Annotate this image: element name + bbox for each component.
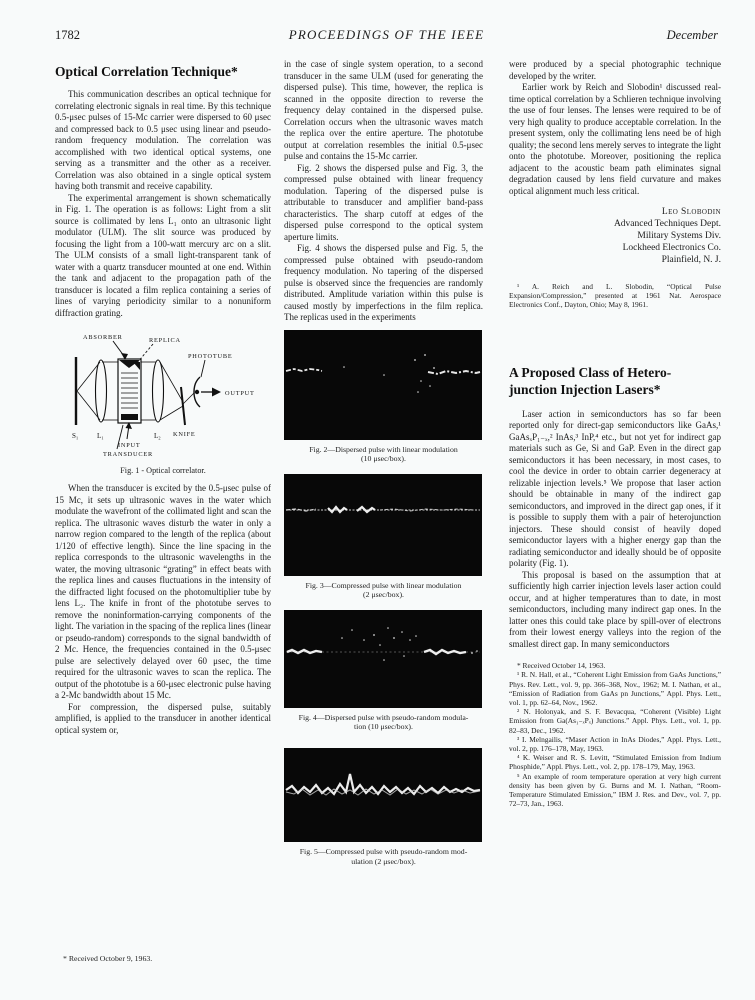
fig5-oscilloscope-image (284, 748, 482, 842)
article2-footnotes (509, 661, 721, 808)
footnote-item: ¹ R. N. Hall, et al., “Coherent Light Emission from GaAs Junctions,” Phys. Rev. Lett., vol. 9, pp. 366–368, Nov., 1962; M. I. Nathan, et al., “Emission of Radiation from GaAs pn Junctions,” Appl. Phys. Lett., vol. 1, pp. 62–64, Nov., 1962. (509, 670, 721, 707)
l1-label: L₁ (97, 432, 104, 440)
transducer-shape (121, 414, 138, 420)
paragraph: Fig. 2 shows the dispersed pulse and Fig. 3, the compressed pulse obtained with linear frequency modulation. Tapering of the dispersed pulse is attributable to transducer and amplifier band-pass characteristics. The sharp cutoff at edges of the dispersed pulse correspond to the optical system aperture limits. (284, 162, 483, 242)
paragraph: The experimental arrangement is shown schematically in Fig. 1. The operation is as follows: Light from a slit source is collimated by lens L₁ onto an ultrasonic light modulator (ULM). The slit source was produced by focusing the light from a 100-watt mercury arc on a slit. The ULM consists of a small light-transparent tank of water with a quartz transducer mounted at one end. Within the tank and adjacent to the propagation path of the transducer is located a film replica containing a series of lines of varying periodicity similar to a nonuniform diffraction grating. (55, 192, 271, 318)
author-company: Lockheed Electronics Co. (622, 243, 721, 253)
figure-1 (55, 329, 271, 475)
column-2 (284, 59, 483, 991)
replica-grating-lines (121, 373, 138, 408)
paragraph: in the case of single system operation, to a second transducer in the same ULM (used for generating the dispersed pulse). This time, however, the replica is scanned in the opposite direction to reverse the frequency delay contained in the dispersed pulse. Correlation occurs when the ultrasonic waves match the replica over the entire aperture. The phototube output at correlation resembles the initial 0.5-μsec pulse and contains the 15-Mc carrier. (284, 59, 483, 161)
replica-label: REPLICA (149, 337, 181, 344)
knife-label: KNIFE (173, 431, 196, 438)
page-number: 1782 (55, 28, 80, 42)
footnote-item: ³ I. Melngailis, “Maser Action in InAs Diodes,” Appl. Phys. Lett., vol. 2, pp. 176–178, May, 1963. (509, 734, 721, 753)
journal-title: PROCEEDINGS OF THE IEEE (288, 27, 485, 42)
figure-4-caption: Fig. 4—Dispersed pulse with pseudo-random modula- tion (10 μsec/box). (298, 712, 469, 732)
knife-shape (181, 387, 185, 425)
lens-l1-shape (96, 360, 107, 422)
ulm-tank-shape (118, 359, 141, 423)
author-name: Leo Slobodin (661, 207, 721, 217)
reference-item: ¹ A. Reich and L. Slobodin, “Optical Pulse Expansion/Compression,” presented at 1961 Nat. Aerospace Electronics Conf., Dayton, Ohio; May 8, 1961. (509, 282, 721, 310)
paragraph: This communication describes an optical technique for correlating electronic signals in real time. By this technique 0.5-μsec pulses of 15-Mc carrier were dispersed to 60 μsec and compressed back to 0.5 μsec using linear and pseudo-random frequency modulation. The correlation was accomplished with two identical optical systems, one serving as a transmitter and the other as a receiver. Correlation was also obtained in a single optical system having both transmit and receive capability. (55, 89, 271, 191)
optical-correlator-diagram (55, 329, 271, 457)
transducer-label: TRANSDUCER (103, 451, 153, 457)
figure-3 (284, 474, 483, 600)
paragraph: Fig. 4 shows the dispersed pulse and Fig. 5, the compressed pulse obtained with pseudo-random frequency modulation. No tapering of the dispersed pulse is observed since the frequencies are randomly distributed. Amplitude variation within this pulse is caused mostly by imperfections in the film replica. The replicas used in the experiments (284, 243, 483, 322)
author-location: Plainfield, N. J. (661, 255, 721, 265)
footnote-item: * Received October 14, 1963. (517, 661, 606, 671)
page-header (0, 0, 755, 43)
article1-received-footnote: * Received October 9, 1963. (63, 953, 153, 963)
figure-2 (284, 330, 483, 464)
columns (0, 43, 755, 991)
paragraph: Laser action in semiconductors has so far been reported only for direct-gap semiconductors like GaAs,¹ GaAsₓP₁₋ₓ,² InAs,³ InP,⁴ etc., but not yet for indirect gap materials such as Ge, Si and GaP. Even in the direct gap semiconductors it has been necessary, in most cases, to cool the device in order to obtain carrier degeneracy at relizable injection levels.⁵ We propose that laser action should be obtainable in many of the indirect gap semiconductors, and improved in the direct gap ones, if it is possible to supply them with a pair of heterojunction injectors. These should consist of heavily doped semiconductor layers with a higher energy gap than the radiating semiconductor and ideally should be of opposite polarity (Fig. 1). (509, 408, 721, 569)
article1-title: Optical Correlation Technique* (55, 64, 238, 79)
figure-4 (284, 610, 483, 732)
footnote-item: ² N. Holonyak, and S. F. Bevacqua, “Coherent (Visible) Light Emission from Ga(As₁₋ₓPₓ) Junctions.” Appl. Phys. Lett., vol. 1, pp. 82–83, Dec., 1962. (509, 707, 721, 735)
absorber-label: ABSORBER (83, 334, 123, 341)
paragraph: This proposal is based on the assumption that at sufficiently high carrier injection levels laser action could occur, and at higher temperatures than to date, in most semiconductors, including many indirect gap ones. In the latter ones this could take place by spill-over of electrons from their lowest energy valleys into the region of the smallest direct gap. In many semiconductors (509, 569, 721, 649)
figure-5-caption: Fig. 5—Compressed pulse with pseudo-random mod- ulation (2 μsec/box). (299, 847, 468, 866)
column-1 (55, 59, 271, 991)
lens-l2-shape (153, 360, 164, 422)
fig3-oscilloscope-image (284, 474, 482, 576)
output-arrow (212, 388, 221, 397)
article1-references (509, 282, 721, 310)
output-label: OUTPUT (225, 390, 255, 397)
author-signature-block (509, 206, 721, 266)
figure-5 (284, 748, 483, 866)
paragraph: For compression, the dispersed pulse, suitably amplified, is applied to the transducer in another identical optical system or, (55, 701, 271, 735)
figure-3-caption: Fig. 3—Compressed pulse with linear modulation (2 μsec/box). (305, 580, 462, 600)
input-label: INPUT (118, 442, 141, 449)
issue-month: December (666, 28, 718, 42)
paragraph: Earlier work by Reich and Slobodin¹ discussed real-time optical correlation by a Schlieren technique involving the use of four lenses. The lenses were required to be of very high quality to produce acceptable correlation. In the present system, only the collimating lens need be of high quality; the second lens merely serves to integrate the light onto the phototube. Moreover, positioning the replica adjacent to the acoustic beam path eliminates signal degradation caused by lens field curvature and makes optical alignment much less critical. (509, 82, 721, 196)
footnote-item: ⁴ K. Weiser and R. S. Levitt, “Stimulated Emission from Indium Phosphide,” Appl. Phys. Lett., vol. 2, pp. 178–179, May, 1963. (509, 753, 721, 772)
footnote-item: ⁵ An example of room temperature operation at very high current density has been given by G. Burns and M. I. Nathan, “Room-Temperature Stimulated Emission,” IBM J. Res. and Dev., vol. 7, pp. 72–73, Jan., 1963. (509, 771, 721, 809)
l2-label: L₂ (154, 432, 161, 440)
s1-label: S₁ (72, 432, 79, 440)
paragraph: were produced by a special photographic technique developed by the writer. (509, 59, 721, 81)
article2-title: A Proposed Class of Hetero- junction Injection Lasers* (509, 364, 672, 397)
phototube-label: PHOTOTUBE (188, 353, 233, 360)
figure-1-caption: Fig. 1 - Optical correlator. (120, 466, 206, 475)
paragraph: When the transducer is excited by the 0.5-μsec pulse of 15 Mc, it sets up ultrasonic waves in the water which modulate the wavefront of the collimated light and scan the replica. The ultrasonic waves disturb the water in only a narrow region compared to the length of the replica (about 1/120 of effective length). Since the line spacing in the replica corresponds to the ultrasonic wavelengths in the water, the moving ultrasonic “grating” in effect beats with the replica lines and causes fluctuations in the intensity of the diffracted light focused on the photomultiplier tube by lens L₂. The knife in front of the phototube serves to remove the noninformation-carrying components of the light. The variation in the spacing of the replica lines (linear or pseudo-random) corresponds to the signal bandwidth of 2 Mc. Hence, the frequencies contained in the 0.5-μsec pulse are selectively delayed over 60 μsec, the time required for the ultrasonic waves to scan the replica. The output of the phototube is a 60-μsec electronic pulse having a 2-Mc bandwidth about 15 Mc. (55, 483, 272, 700)
fig2-oscilloscope-image (284, 330, 482, 440)
author-dept: Advanced Techniques Dept. (613, 219, 721, 229)
column-3 (509, 59, 721, 991)
figure-2-caption: Fig. 2—Dispersed pulse with linear modulation (10 μsec/box). (309, 444, 458, 464)
article-2 (509, 364, 721, 809)
author-div: Military Systems Div. (637, 231, 721, 241)
fig4-oscilloscope-image (284, 610, 482, 708)
